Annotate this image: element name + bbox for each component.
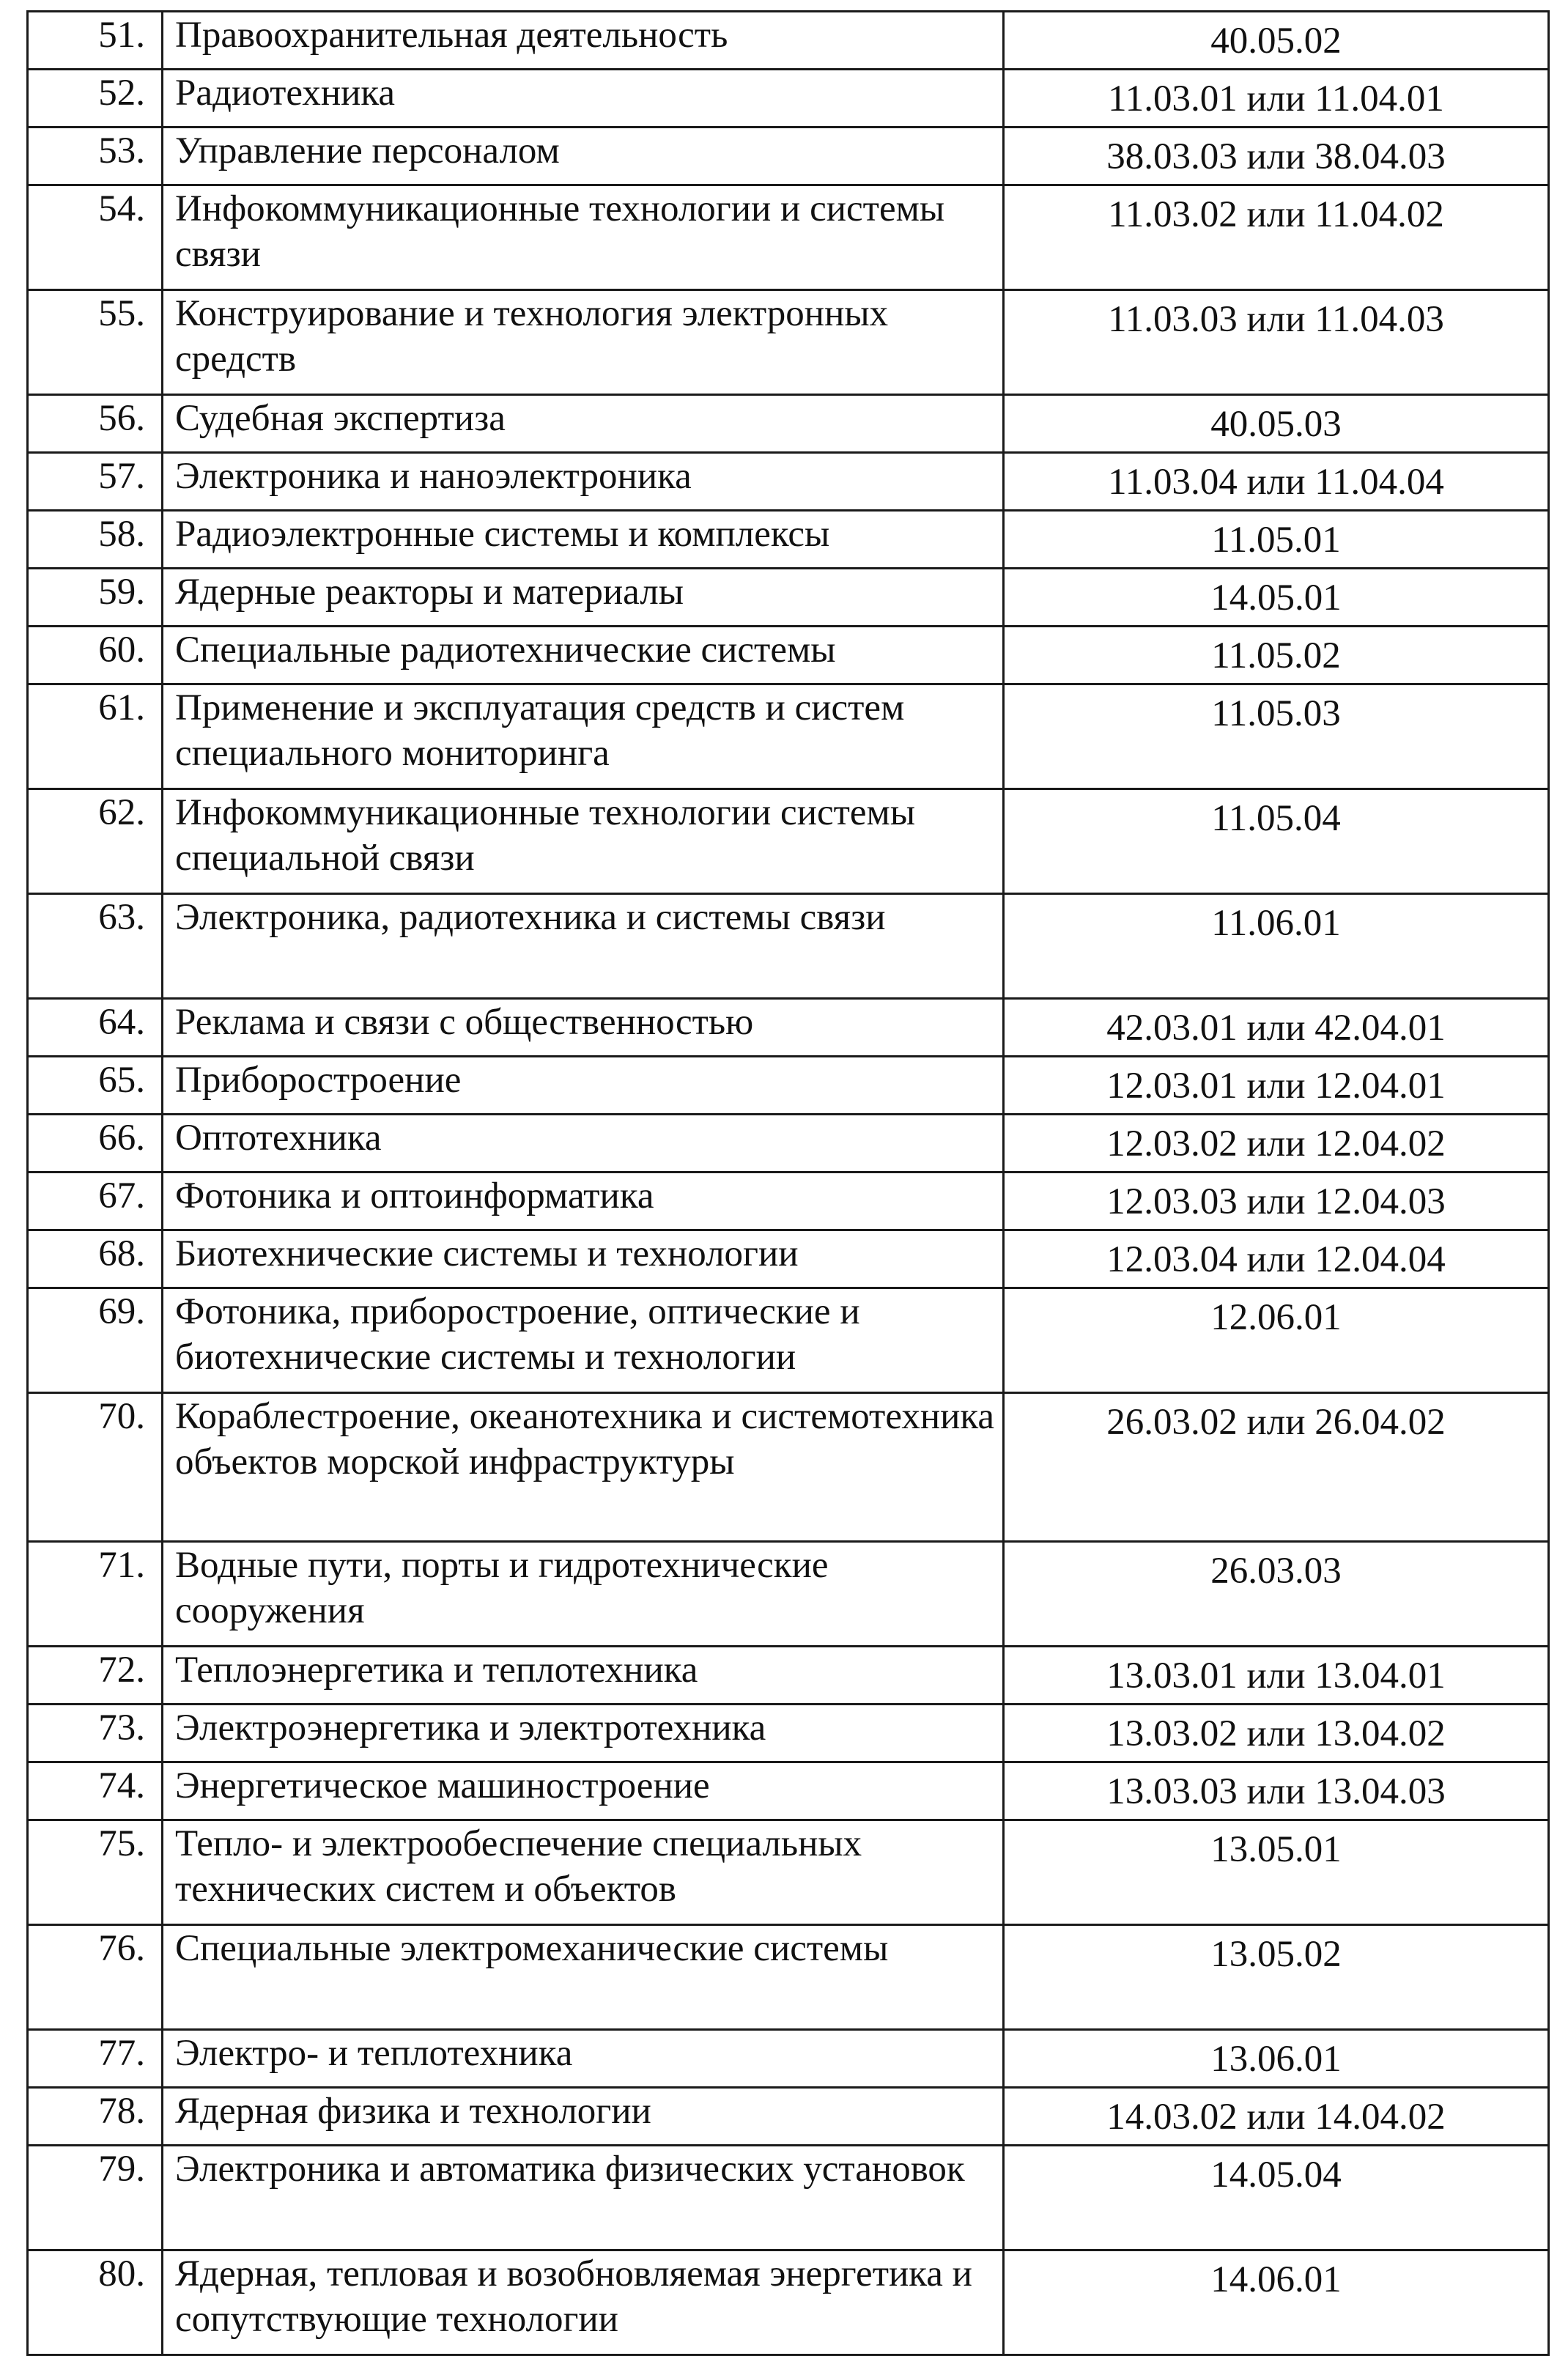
row-number: 68. bbox=[28, 1230, 163, 1288]
row-number: 69. bbox=[28, 1288, 163, 1393]
specialty-name: Инфокоммуникационные технологии системы специальной связи bbox=[163, 789, 1004, 894]
specialty-code: 11.03.04 или 11.04.04 bbox=[1004, 453, 1549, 511]
row-number: 55. bbox=[28, 290, 163, 395]
table-row bbox=[28, 185, 1549, 290]
row-number: 63. bbox=[28, 894, 163, 999]
table-row bbox=[28, 128, 1549, 185]
specialty-name: Фотоника, приборостроение, оптические и биотехнические системы и технологии bbox=[163, 1288, 1004, 1393]
row-number: 64. bbox=[28, 999, 163, 1057]
specialty-name: Кораблестроение, океанотехника и системотехника объектов морской инфраструктуры bbox=[163, 1393, 1004, 1542]
specialty-code: 12.03.01 или 12.04.01 bbox=[1004, 1057, 1549, 1115]
row-number: 73. bbox=[28, 1705, 163, 1762]
row-number: 77. bbox=[28, 2030, 163, 2088]
specialty-name: Правоохранительная деятельность bbox=[163, 12, 1004, 70]
table-row bbox=[28, 2250, 1549, 2355]
table-row bbox=[28, 894, 1549, 999]
specialty-code: 38.03.03 или 38.04.03 bbox=[1004, 128, 1549, 185]
row-number: 52. bbox=[28, 70, 163, 128]
specialty-code: 40.05.02 bbox=[1004, 12, 1549, 70]
table-row bbox=[28, 395, 1549, 453]
table-row bbox=[28, 2030, 1549, 2088]
specialty-code: 11.03.02 или 11.04.02 bbox=[1004, 185, 1549, 290]
table-row bbox=[28, 569, 1549, 627]
row-number: 51. bbox=[28, 12, 163, 70]
specialty-name: Электроника, радиотехника и системы связи bbox=[163, 894, 1004, 999]
specialty-code: 13.03.02 или 13.04.02 bbox=[1004, 1705, 1549, 1762]
table-row bbox=[28, 684, 1549, 789]
table-row bbox=[28, 2146, 1549, 2250]
specialty-name: Конструирование и технология электронных средств bbox=[163, 290, 1004, 395]
specialty-code: 42.03.01 или 42.04.01 bbox=[1004, 999, 1549, 1057]
specialty-name: Электро- и теплотехника bbox=[163, 2030, 1004, 2088]
row-number: 78. bbox=[28, 2088, 163, 2146]
specialty-name: Ядерная физика и технологии bbox=[163, 2088, 1004, 2146]
specialty-name: Радиоэлектронные системы и комплексы bbox=[163, 511, 1004, 569]
row-number: 75. bbox=[28, 1820, 163, 1925]
specialty-code: 40.05.03 bbox=[1004, 395, 1549, 453]
row-number: 57. bbox=[28, 453, 163, 511]
specialty-code: 13.03.03 или 13.04.03 bbox=[1004, 1762, 1549, 1820]
specialty-code: 12.03.02 или 12.04.02 bbox=[1004, 1115, 1549, 1173]
specialty-code: 12.03.04 или 12.04.04 bbox=[1004, 1230, 1549, 1288]
table-row bbox=[28, 511, 1549, 569]
specialty-name: Ядерная, тепловая и возобновляемая энергетика и сопутствующие технологии bbox=[163, 2250, 1004, 2355]
row-number: 61. bbox=[28, 684, 163, 789]
table-row bbox=[28, 627, 1549, 684]
specialty-code: 14.05.04 bbox=[1004, 2146, 1549, 2250]
row-number: 62. bbox=[28, 789, 163, 894]
specialty-code: 11.05.02 bbox=[1004, 627, 1549, 684]
row-number: 80. bbox=[28, 2250, 163, 2355]
specialty-code: 26.03.02 или 26.04.02 bbox=[1004, 1393, 1549, 1542]
row-number: 67. bbox=[28, 1173, 163, 1230]
row-number: 60. bbox=[28, 627, 163, 684]
specialty-name: Специальные радиотехнические системы bbox=[163, 627, 1004, 684]
table-row bbox=[28, 789, 1549, 894]
row-number: 59. bbox=[28, 569, 163, 627]
row-number: 76. bbox=[28, 1925, 163, 2030]
table-row bbox=[28, 999, 1549, 1057]
specialty-code: 12.03.03 или 12.04.03 bbox=[1004, 1173, 1549, 1230]
table-row bbox=[28, 1230, 1549, 1288]
specialty-name: Ядерные реакторы и материалы bbox=[163, 569, 1004, 627]
specialty-name: Реклама и связи с общественностью bbox=[163, 999, 1004, 1057]
specialty-code: 11.03.01 или 11.04.01 bbox=[1004, 70, 1549, 128]
specialty-name: Приборостроение bbox=[163, 1057, 1004, 1115]
row-number: 70. bbox=[28, 1393, 163, 1542]
table-row bbox=[28, 12, 1549, 70]
table-row bbox=[28, 1820, 1549, 1925]
table-row bbox=[28, 1925, 1549, 2030]
row-number: 65. bbox=[28, 1057, 163, 1115]
specialty-code: 26.03.03 bbox=[1004, 1542, 1549, 1647]
table-row bbox=[28, 1057, 1549, 1115]
table-row bbox=[28, 1393, 1549, 1542]
specialty-code: 13.05.01 bbox=[1004, 1820, 1549, 1925]
table-row bbox=[28, 1288, 1549, 1393]
specialty-name: Водные пути, порты и гидротехнические сооружения bbox=[163, 1542, 1004, 1647]
specialty-name: Электроника и автоматика физических установок bbox=[163, 2146, 1004, 2250]
specialty-code: 11.06.01 bbox=[1004, 894, 1549, 999]
specialty-code: 14.03.02 или 14.04.02 bbox=[1004, 2088, 1549, 2146]
row-number: 72. bbox=[28, 1647, 163, 1705]
row-number: 79. bbox=[28, 2146, 163, 2250]
specialty-name: Фотоника и оптоинформатика bbox=[163, 1173, 1004, 1230]
specialty-name: Теплоэнергетика и теплотехника bbox=[163, 1647, 1004, 1705]
table-row bbox=[28, 1173, 1549, 1230]
table-row bbox=[28, 70, 1549, 128]
specialty-name: Тепло- и электрообеспечение специальных технических систем и объектов bbox=[163, 1820, 1004, 1925]
row-number: 71. bbox=[28, 1542, 163, 1647]
table-row bbox=[28, 1542, 1549, 1647]
row-number: 58. bbox=[28, 511, 163, 569]
specialty-name: Применение и эксплуатация средств и систем специального мониторинга bbox=[163, 684, 1004, 789]
specialty-code: 11.05.01 bbox=[1004, 511, 1549, 569]
table-row bbox=[28, 1762, 1549, 1820]
specialty-name: Радиотехника bbox=[163, 70, 1004, 128]
table-row bbox=[28, 2088, 1549, 2146]
specialty-code: 14.06.01 bbox=[1004, 2250, 1549, 2355]
specialty-name: Инфокоммуникационные технологии и системы связи bbox=[163, 185, 1004, 290]
specialty-name: Оптотехника bbox=[163, 1115, 1004, 1173]
specialty-code: 12.06.01 bbox=[1004, 1288, 1549, 1393]
specialty-name: Электроника и наноэлектроника bbox=[163, 453, 1004, 511]
specialty-name: Электроэнергетика и электротехника bbox=[163, 1705, 1004, 1762]
row-number: 54. bbox=[28, 185, 163, 290]
specialty-code: 13.06.01 bbox=[1004, 2030, 1549, 2088]
table-row bbox=[28, 453, 1549, 511]
table-row bbox=[28, 1647, 1549, 1705]
row-number: 56. bbox=[28, 395, 163, 453]
table-row bbox=[28, 1115, 1549, 1173]
table-row bbox=[28, 290, 1549, 395]
specialty-name: Энергетическое машиностроение bbox=[163, 1762, 1004, 1820]
specialty-code: 11.05.04 bbox=[1004, 789, 1549, 894]
row-number: 66. bbox=[28, 1115, 163, 1173]
specialty-name: Специальные электромеханические системы bbox=[163, 1925, 1004, 2030]
specialty-name: Биотехнические системы и технологии bbox=[163, 1230, 1004, 1288]
specialty-code: 14.05.01 bbox=[1004, 569, 1549, 627]
specialty-code: 11.03.03 или 11.04.03 bbox=[1004, 290, 1549, 395]
row-number: 53. bbox=[28, 128, 163, 185]
row-number: 74. bbox=[28, 1762, 163, 1820]
specialty-code: 11.05.03 bbox=[1004, 684, 1549, 789]
specialty-code: 13.03.01 или 13.04.01 bbox=[1004, 1647, 1549, 1705]
specialty-name: Управление персоналом bbox=[163, 128, 1004, 185]
table-row bbox=[28, 1705, 1549, 1762]
specialties-table bbox=[26, 10, 1550, 2356]
specialty-name: Судебная экспертиза bbox=[163, 395, 1004, 453]
specialty-code: 13.05.02 bbox=[1004, 1925, 1549, 2030]
